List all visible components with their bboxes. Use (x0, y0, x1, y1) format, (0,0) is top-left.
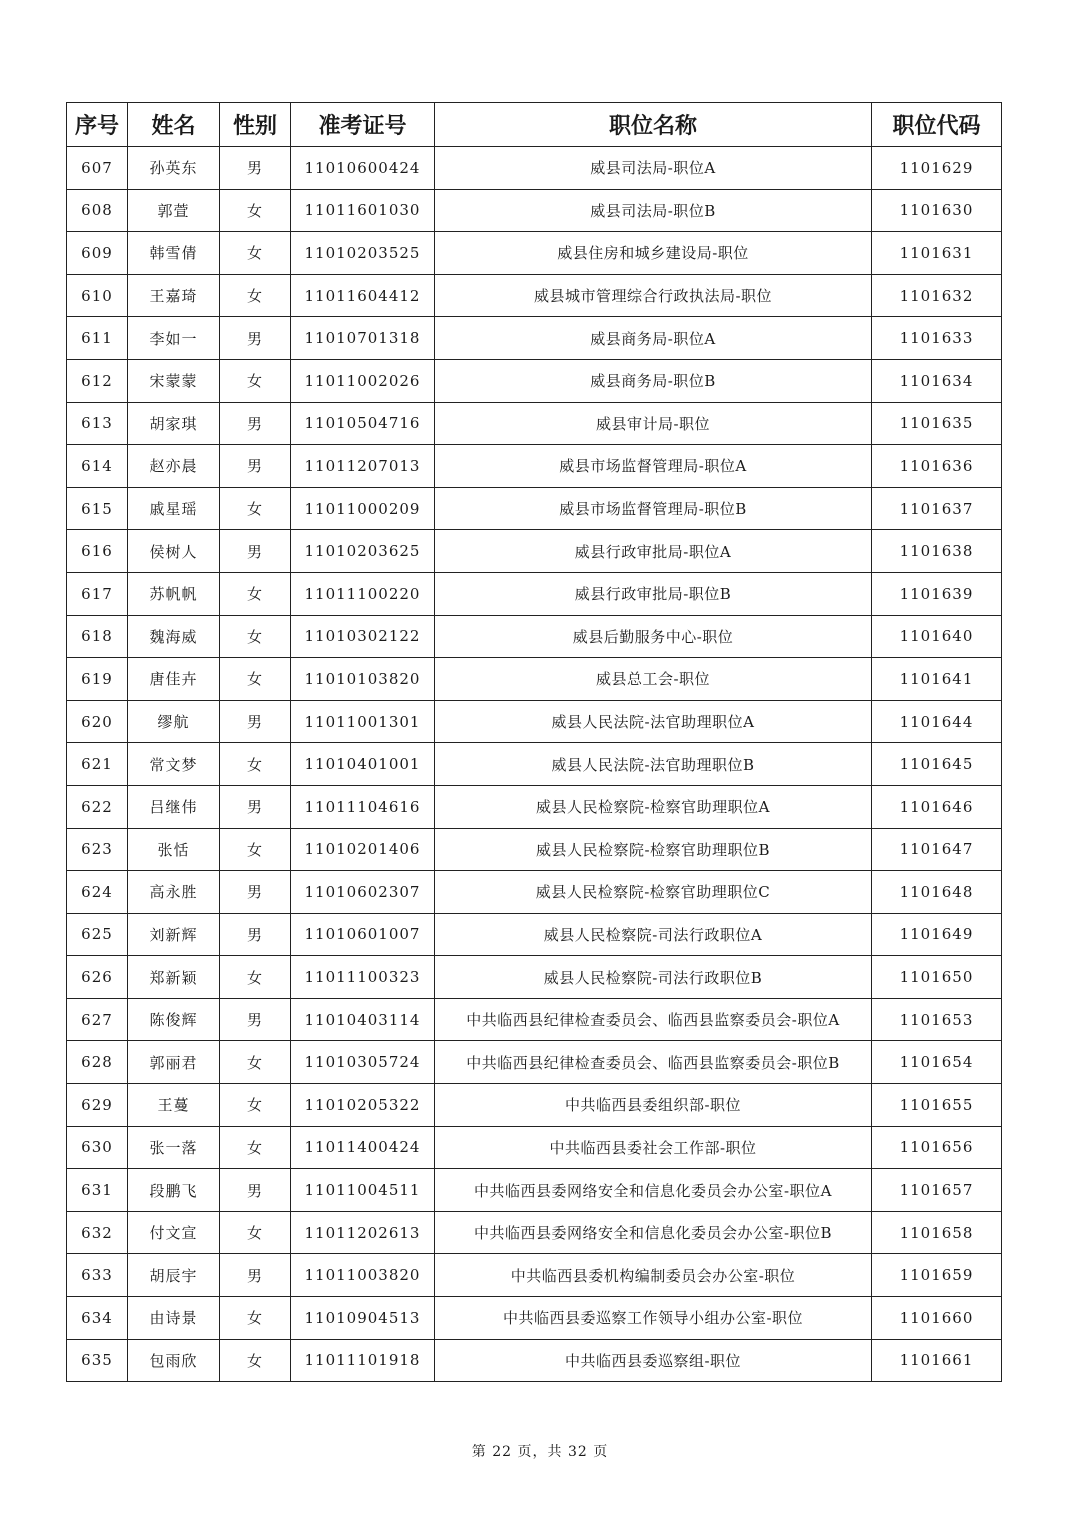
gender-cell: 男 (220, 1254, 291, 1297)
table-row (67, 658, 1002, 701)
table-row (67, 445, 1002, 488)
table-row (67, 189, 1002, 232)
seq-cell: 635 (67, 1339, 128, 1382)
exam-id-cell: 11010302122 (291, 615, 435, 658)
position-code-cell: 1101630 (872, 189, 1002, 232)
name-cell: 郭丽君 (128, 1041, 220, 1084)
seq-cell: 614 (67, 445, 128, 488)
seq-cell: 622 (67, 785, 128, 828)
seq-cell: 616 (67, 530, 128, 573)
position-code-cell: 1101656 (872, 1126, 1002, 1169)
position-code-cell: 1101658 (872, 1211, 1002, 1254)
name-cell: 苏帆帆 (128, 572, 220, 615)
exam-id-cell: 11011002026 (291, 359, 435, 402)
table-row (67, 1339, 1002, 1382)
position-name-cell: 威县人民检察院-检察官助理职位C (435, 871, 872, 914)
table-row (67, 147, 1002, 190)
position-name-cell: 中共临西县委社会工作部-职位 (435, 1126, 872, 1169)
position-code-cell: 1101639 (872, 572, 1002, 615)
position-code-cell: 1101641 (872, 658, 1002, 701)
exam-id-cell: 11010103820 (291, 658, 435, 701)
name-cell: 吕继伟 (128, 785, 220, 828)
seq-cell: 618 (67, 615, 128, 658)
position-name-cell: 威县人民检察院-司法行政职位A (435, 913, 872, 956)
position-name-cell: 中共临西县委巡察工作领导小组办公室-职位 (435, 1297, 872, 1340)
position-name-cell: 威县人民法院-法官助理职位B (435, 743, 872, 786)
gender-cell: 女 (220, 1084, 291, 1127)
seq-cell: 607 (67, 147, 128, 190)
gender-cell: 女 (220, 487, 291, 530)
gender-cell: 男 (220, 402, 291, 445)
table-row (67, 1169, 1002, 1212)
name-cell: 缪航 (128, 700, 220, 743)
exam-id-cell: 11010602307 (291, 871, 435, 914)
name-cell: 包雨欣 (128, 1339, 220, 1382)
table-row (67, 743, 1002, 786)
position-name-cell: 威县行政审批局-职位B (435, 572, 872, 615)
seq-cell: 627 (67, 998, 128, 1041)
name-cell: 胡家琪 (128, 402, 220, 445)
exam-id-cell: 11010201406 (291, 828, 435, 871)
gender-cell: 女 (220, 1297, 291, 1340)
position-code-cell: 1101638 (872, 530, 1002, 573)
position-code-cell: 1101648 (872, 871, 1002, 914)
name-cell: 韩雪倩 (128, 232, 220, 275)
page-footer: 第 22 页，共 32 页 (471, 1444, 609, 1460)
position-name-cell: 威县司法局-职位B (435, 189, 872, 232)
position-code-cell: 1101649 (872, 913, 1002, 956)
name-cell: 郭萱 (128, 189, 220, 232)
gender-cell: 女 (220, 615, 291, 658)
exam-id-cell: 11010601007 (291, 913, 435, 956)
table-row (67, 359, 1002, 402)
gender-cell: 女 (220, 1126, 291, 1169)
position-name-cell: 威县行政审批局-职位A (435, 530, 872, 573)
table-row (67, 530, 1002, 573)
seq-cell: 611 (67, 317, 128, 360)
position-code-cell: 1101659 (872, 1254, 1002, 1297)
seq-cell: 615 (67, 487, 128, 530)
table-row (67, 998, 1002, 1041)
table-row (67, 1211, 1002, 1254)
name-cell: 李如一 (128, 317, 220, 360)
position-code-cell: 1101634 (872, 359, 1002, 402)
exam-id-cell: 11011104616 (291, 785, 435, 828)
position-name-cell: 威县商务局-职位B (435, 359, 872, 402)
position-code-cell: 1101637 (872, 487, 1002, 530)
table-body (67, 147, 1002, 1382)
position-code-cell: 1101633 (872, 317, 1002, 360)
gender-cell: 男 (220, 445, 291, 488)
exam-id-cell: 11011100220 (291, 572, 435, 615)
seq-cell: 632 (67, 1211, 128, 1254)
gender-cell: 女 (220, 1041, 291, 1084)
exam-id-cell: 11010205322 (291, 1084, 435, 1127)
exam-id-cell: 11010401001 (291, 743, 435, 786)
name-cell: 胡辰宇 (128, 1254, 220, 1297)
gender-cell: 女 (220, 189, 291, 232)
exam-id-cell: 11011000209 (291, 487, 435, 530)
position-code-cell: 1101646 (872, 785, 1002, 828)
table-row (67, 828, 1002, 871)
seq-cell: 617 (67, 572, 128, 615)
table-row (67, 1041, 1002, 1084)
position-name-cell: 威县市场监督管理局-职位B (435, 487, 872, 530)
exam-id-cell: 11011003820 (291, 1254, 435, 1297)
table-row (67, 1084, 1002, 1127)
table-row (67, 956, 1002, 999)
position-code-cell: 1101640 (872, 615, 1002, 658)
seq-cell: 610 (67, 274, 128, 317)
exam-id-cell: 11011207013 (291, 445, 435, 488)
gender-cell: 女 (220, 743, 291, 786)
position-code-cell: 1101654 (872, 1041, 1002, 1084)
seq-cell: 630 (67, 1126, 128, 1169)
name-cell: 王嘉琦 (128, 274, 220, 317)
seq-cell: 629 (67, 1084, 128, 1127)
table-row (67, 913, 1002, 956)
seq-cell: 621 (67, 743, 128, 786)
seq-cell: 623 (67, 828, 128, 871)
name-cell: 张恬 (128, 828, 220, 871)
gender-cell: 男 (220, 147, 291, 190)
seq-cell: 634 (67, 1297, 128, 1340)
exam-id-cell: 11010305724 (291, 1041, 435, 1084)
name-cell: 张一落 (128, 1126, 220, 1169)
position-name-cell: 威县总工会-职位 (435, 658, 872, 701)
gender-cell: 女 (220, 1211, 291, 1254)
position-name-cell: 威县人民检察院-检察官助理职位B (435, 828, 872, 871)
header-position-name: 职位名称 (435, 103, 872, 147)
gender-cell: 男 (220, 1169, 291, 1212)
table-row (67, 232, 1002, 275)
table-row (67, 572, 1002, 615)
seq-cell: 608 (67, 189, 128, 232)
position-name-cell: 威县人民检察院-司法行政职位B (435, 956, 872, 999)
position-code-cell: 1101629 (872, 147, 1002, 190)
position-code-cell: 1101644 (872, 700, 1002, 743)
gender-cell: 男 (220, 530, 291, 573)
position-code-cell: 1101657 (872, 1169, 1002, 1212)
position-code-cell: 1101631 (872, 232, 1002, 275)
position-name-cell: 威县住房和城乡建设局-职位 (435, 232, 872, 275)
position-code-cell: 1101650 (872, 956, 1002, 999)
position-name-cell: 威县人民检察院-检察官助理职位A (435, 785, 872, 828)
position-name-cell: 威县市场监督管理局-职位A (435, 445, 872, 488)
gender-cell: 女 (220, 956, 291, 999)
exam-id-cell: 11010701318 (291, 317, 435, 360)
name-cell: 付文宣 (128, 1211, 220, 1254)
table-row (67, 1297, 1002, 1340)
position-name-cell: 中共临西县委机构编制委员会办公室-职位 (435, 1254, 872, 1297)
position-code-cell: 1101661 (872, 1339, 1002, 1382)
position-code-cell: 1101632 (872, 274, 1002, 317)
seq-cell: 631 (67, 1169, 128, 1212)
exam-id-cell: 11011101918 (291, 1339, 435, 1382)
position-code-cell: 1101653 (872, 998, 1002, 1041)
exam-id-cell: 11010403114 (291, 998, 435, 1041)
position-name-cell: 中共临西县委组织部-职位 (435, 1084, 872, 1127)
seq-cell: 619 (67, 658, 128, 701)
name-cell: 陈俊辉 (128, 998, 220, 1041)
table-row (67, 402, 1002, 445)
table-row (67, 1126, 1002, 1169)
table-row (67, 785, 1002, 828)
gender-cell: 女 (220, 1339, 291, 1382)
name-cell: 宋蒙蒙 (128, 359, 220, 402)
name-cell: 常文梦 (128, 743, 220, 786)
exam-id-cell: 11010203525 (291, 232, 435, 275)
table-row (67, 487, 1002, 530)
gender-cell: 女 (220, 572, 291, 615)
table-row (67, 871, 1002, 914)
name-cell: 魏海威 (128, 615, 220, 658)
gender-cell: 男 (220, 785, 291, 828)
seq-cell: 612 (67, 359, 128, 402)
gender-cell: 女 (220, 658, 291, 701)
seq-cell: 620 (67, 700, 128, 743)
name-cell: 戚星瑶 (128, 487, 220, 530)
position-code-cell: 1101647 (872, 828, 1002, 871)
exam-id-cell: 11010600424 (291, 147, 435, 190)
position-name-cell: 威县商务局-职位A (435, 317, 872, 360)
seq-cell: 633 (67, 1254, 128, 1297)
table-row (67, 615, 1002, 658)
exam-id-cell: 11011004511 (291, 1169, 435, 1212)
position-code-cell: 1101635 (872, 402, 1002, 445)
position-code-cell: 1101655 (872, 1084, 1002, 1127)
header-name: 姓名 (128, 103, 220, 147)
seq-cell: 609 (67, 232, 128, 275)
position-name-cell: 中共临西县委网络安全和信息化委员会办公室-职位B (435, 1211, 872, 1254)
name-cell: 郑新颖 (128, 956, 220, 999)
position-name-cell: 中共临西县委巡察组-职位 (435, 1339, 872, 1382)
position-code-cell: 1101645 (872, 743, 1002, 786)
exam-id-cell: 11011601030 (291, 189, 435, 232)
header-seq: 序号 (67, 103, 128, 147)
position-name-cell: 中共临西县纪律检查委员会、临西县监察委员会-职位A (435, 998, 872, 1041)
position-name-cell: 威县后勤服务中心-职位 (435, 615, 872, 658)
header-gender: 性别 (220, 103, 291, 147)
exam-id-cell: 11011202613 (291, 1211, 435, 1254)
gender-cell: 男 (220, 871, 291, 914)
seq-cell: 625 (67, 913, 128, 956)
table-row (67, 700, 1002, 743)
exam-id-cell: 11011100323 (291, 956, 435, 999)
seq-cell: 613 (67, 402, 128, 445)
position-code-cell: 1101660 (872, 1297, 1002, 1340)
name-cell: 孙英东 (128, 147, 220, 190)
name-cell: 刘新辉 (128, 913, 220, 956)
table-row (67, 1254, 1002, 1297)
header-position-code: 职位代码 (872, 103, 1002, 147)
name-cell: 唐佳卉 (128, 658, 220, 701)
position-name-cell: 威县城市管理综合行政执法局-职位 (435, 274, 872, 317)
exam-id-cell: 11011001301 (291, 700, 435, 743)
position-name-cell: 中共临西县委网络安全和信息化委员会办公室-职位A (435, 1169, 872, 1212)
gender-cell: 女 (220, 359, 291, 402)
table-row (67, 274, 1002, 317)
table-row (67, 317, 1002, 360)
position-name-cell: 中共临西县纪律检查委员会、临西县监察委员会-职位B (435, 1041, 872, 1084)
gender-cell: 女 (220, 232, 291, 275)
table-header-row (67, 103, 1002, 147)
name-cell: 高永胜 (128, 871, 220, 914)
exam-id-cell: 11011604412 (291, 274, 435, 317)
position-name-cell: 威县人民法院-法官助理职位A (435, 700, 872, 743)
seq-cell: 628 (67, 1041, 128, 1084)
position-name-cell: 威县审计局-职位 (435, 402, 872, 445)
name-cell: 侯树人 (128, 530, 220, 573)
gender-cell: 女 (220, 274, 291, 317)
gender-cell: 男 (220, 700, 291, 743)
name-cell: 赵亦晨 (128, 445, 220, 488)
exam-id-cell: 11010504716 (291, 402, 435, 445)
name-cell: 王蔓 (128, 1084, 220, 1127)
header-exam-id: 准考证号 (291, 103, 435, 147)
candidate-table (66, 102, 1002, 1382)
gender-cell: 男 (220, 317, 291, 360)
exam-id-cell: 11010203625 (291, 530, 435, 573)
position-code-cell: 1101636 (872, 445, 1002, 488)
position-name-cell: 威县司法局-职位A (435, 147, 872, 190)
seq-cell: 624 (67, 871, 128, 914)
name-cell: 段鹏飞 (128, 1169, 220, 1212)
seq-cell: 626 (67, 956, 128, 999)
gender-cell: 女 (220, 828, 291, 871)
name-cell: 由诗景 (128, 1297, 220, 1340)
gender-cell: 男 (220, 998, 291, 1041)
exam-id-cell: 11010904513 (291, 1297, 435, 1340)
exam-id-cell: 11011400424 (291, 1126, 435, 1169)
gender-cell: 男 (220, 913, 291, 956)
